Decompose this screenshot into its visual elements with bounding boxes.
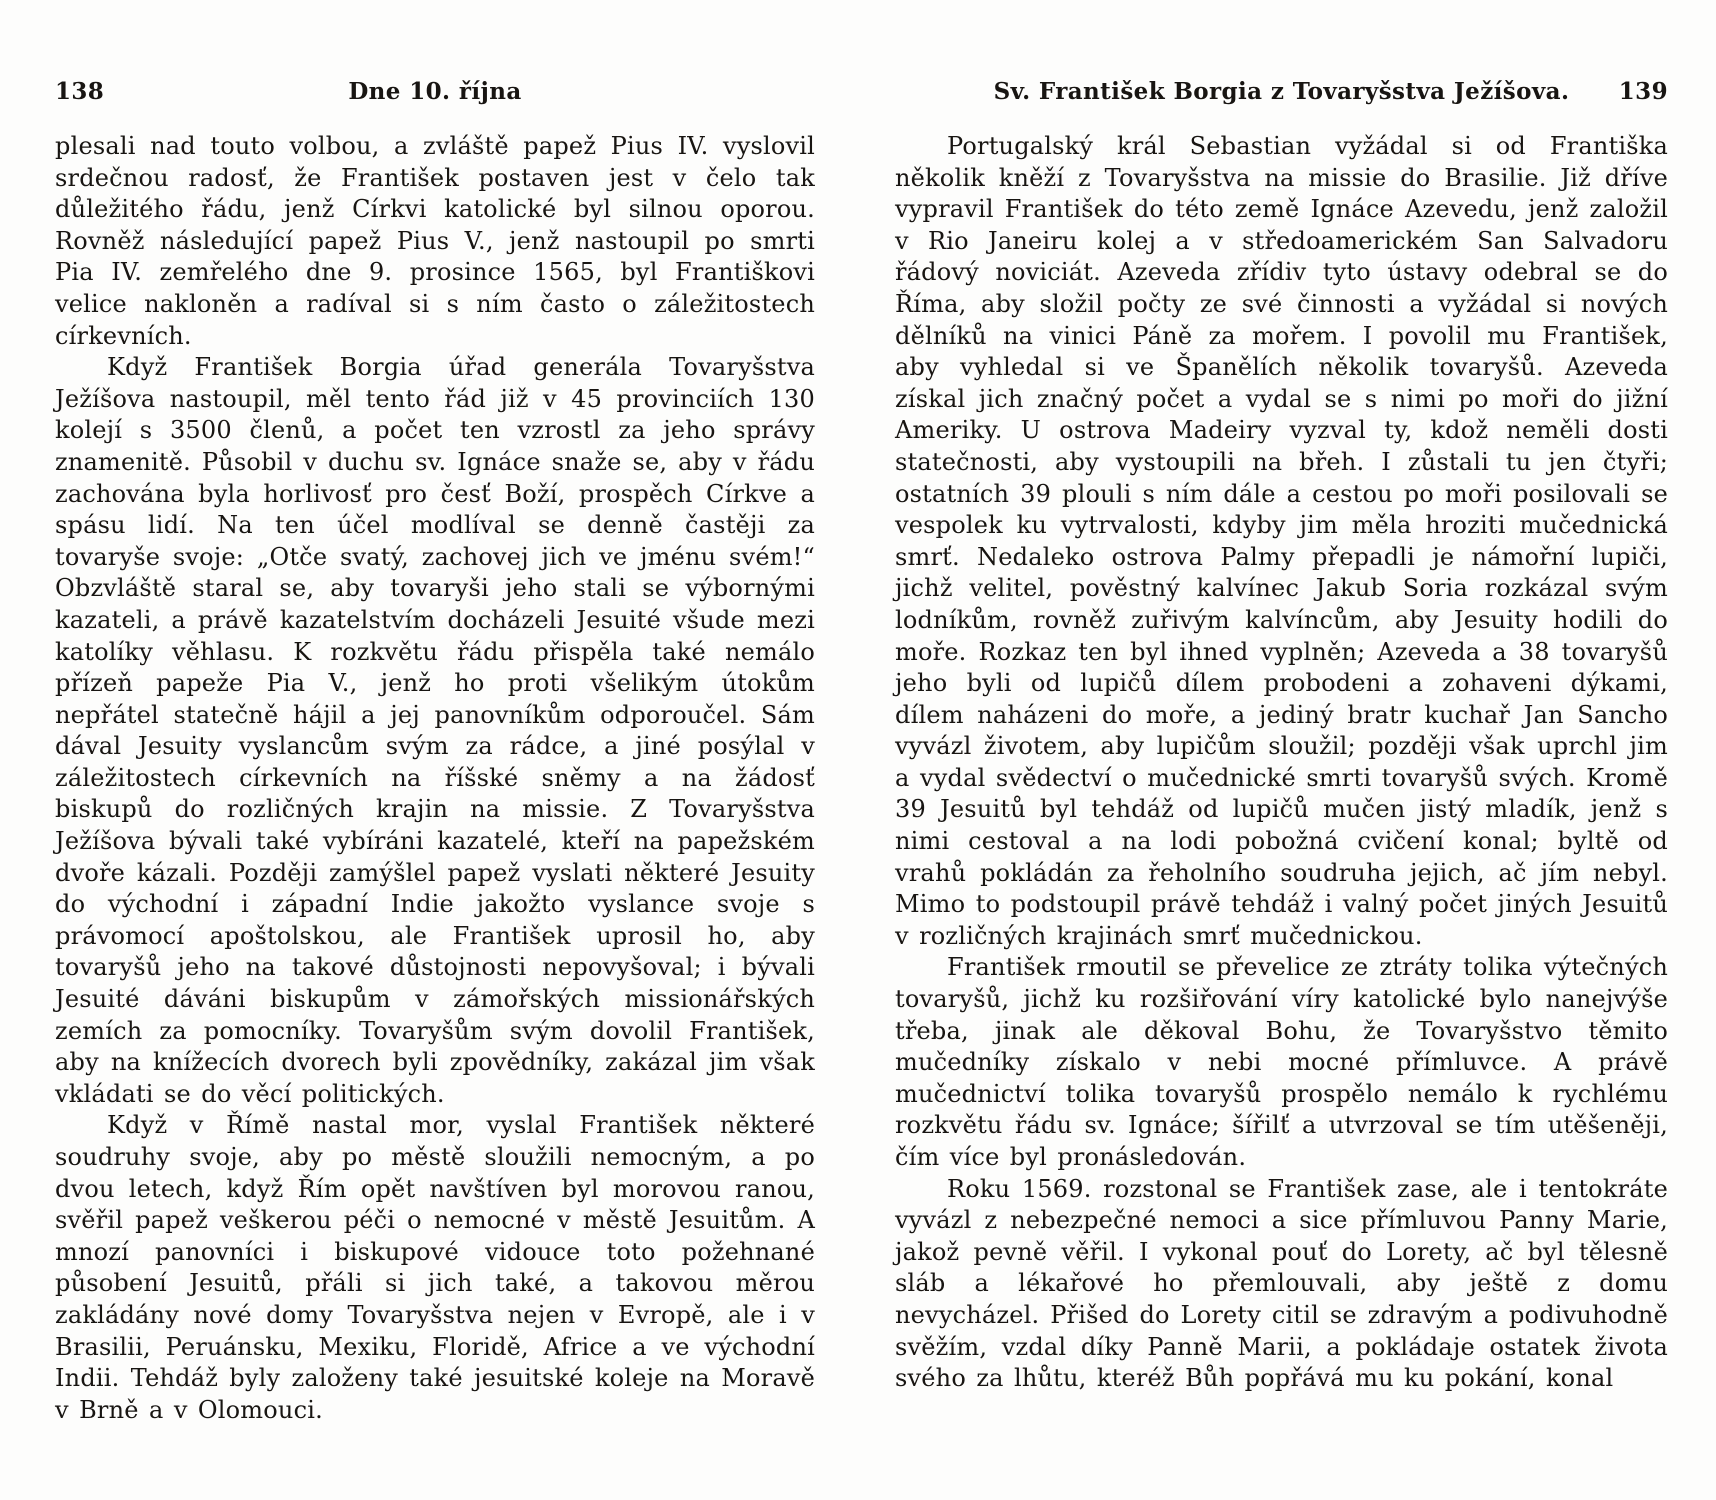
paragraph-left-3: Když v Římě nastal mor, vyslal František některé soudruhy svoje, aby po městě sloužili nemocným, a po dvou letech, když Řím opět navštíven byl morovou ranou, svěřil papež veškerou péči o nemocné v městě Jesuitům. A mnozí panovníci i biskupové vidouce toto požehnané působení Jesuitů, přáli si jich také, a takovou měrou zakládány nové domy Tovaryšstva nejen v Evropě, ale i v Brasilii, Peruánsku, Mexiku, Floridě, Africe a ve východní Indii. Tehdáž byly založeny také jesuitské koleje na Moravě v Brně a v Olomouci. [55,1111,815,1424]
page-body-right [895,131,1668,1395]
paragraph-left-1: plesali nad touto volbou, a zvláště papež Pius IV. vyslovil srdečnou radosť, že František postaven jest v čelo tak důležitého řádu, jenž Církvi katolické byl silnou oporou. Rovněž následující papež Pius V., jenž nastoupil po smrti Pia IV. zemřelého dne 9. prosince 1565, byl Františkovi velice nakloněn a radíval si s ním často o záležitostech církevních. [55,132,815,350]
page-number-left: 138 [55,78,105,105]
running-title-left: Dne 10. října [348,78,522,105]
page-header-left [55,78,815,105]
paragraph-right-1: Portugalský král Sebastian vyžádal si od Františka několik kněží z Tovaryšstva na missie do Brasilie. Již dříve vypravil František do této země Ignáce Azevedu, jenž založil v Rio Janeiru kolej a v středoamerickém San Salvadoru řádový noviciát. Azeveda zřídiv tyto ústavy odebral se do Říma, aby složil počty ze své činnosti a vyžádal si nových dělníků na vinici Páně za mořem. I povolil mu František, aby vyhledal si ve Španělích několik tovaryšů. Azeveda získal jich značný počet a vydal se s nimi po moři do jižní Ameriky. U ostrova Madeiry vyzval ty, kdož neměli dosti statečnosti, aby vystoupili na břeh. I zůstali tu jen čtyři; ostatních 39 plouli s ním dále a cestou po moři posilovali se vespolek ku vytrvalosti, kdyby jim měla hroziti mučednická smrť. Nedaleko ostrova Palmy přepadli je námořní lupiči, jichž velitel, pověstný kalvínec Jakub Soria rozkázal svým lodníkům, rovněž zuřivým kalvíncům, aby Jesuity hodili do moře. Rozkaz ten byl ihned vyplněn; Azeveda a 38 tovaryšů jeho byli od lupičů dílem probodeni a zohaveni dýkami, dílem naházeni do moře, a jediný bratr kuchař Jan Sancho vyvázl životem, aby lupičům sloužil; později však uprchl jim a vydal svědectví o mučednické smrti tovaryšů svých. Kromě 39 Jesuitů byl tehdáž od lupičů mučen jistý mladík, jenž s nimi cestoval a na lodi pobožná cvičení konal; byltě od vrahů pokládán za řeholního soudruha jejich, ač jím nebyl. Mimo to podstoupil právě tehdáž i valný počet jiných Jesuitů v rozličných krajinách smrť mučednickou. [895,132,1668,950]
paragraph-right-2: František rmoutil se převelice ze ztráty tolika výtečných tovaryšů, jichž ku rozšiřování víry katolické bylo nanejvýše třeba, jinak ale děkoval Bohu, že Tovaryšstvo těmito mučedníky získalo v nebi mocné přímluvce. A právě mučednictví tolika tovaryšů prospělo nemálo k rychlému rozkvětu řádu sv. Ignáce; šířilť a utvrzoval se tím utěšeněji, čím více byl pronásledován. [895,953,1668,1171]
page-number-right: 139 [1618,78,1668,105]
running-title-right: Sv. František Borgia z Tovaryšstva Ježíšova. [993,78,1570,105]
paragraph-right-3: Roku 1569. rozstonal se František zase, ale i tentokráte vyvázl z nebezpečné nemoci a sice přímluvou Panny Marie, jakož pevně věřil. I vykonal pouť do Lorety, ač byl tělesně sláb a lékařové ho přemlouvali, aby ještě z domu nevycházel. Přišed do Lorety citil se zdravým a podivuhodně svěžím, vzdal díky Panně Marii, a pokládaje ostatek života svého za lhůtu, kteréž Bůh popřává mu ku pokání, konal [895,1174,1668,1393]
page-header-right [895,78,1668,105]
page-left [55,78,815,1426]
page-right [895,78,1668,1426]
paragraph-left-2: Když František Borgia úřad generála Tovaryšstva Ježíšova nastoupil, měl tento řád již v 45 provinciích 130 kolejí s 3500 členů, a počet ten vzrostl za jeho správy znamenitě. Působil v duchu sv. Ignáce snaže se, aby v řádu zachována byla horlivosť pro česť Boží, prospěch Církve a spásu lidí. Na ten účel modlíval se denně častěji za tovaryše svoje: „Otče svatý, zachovej jich ve jménu svém!“ Obzvláště staral se, aby tovaryši jeho stali se výbornými kazateli, a právě kazatelstvím docházeli Jesuité všude mezi katolíky věhlasu. K rozkvětu řádu přispěla také nemálo přízeň papeže Pia V., jenž ho proti všelikým útokům nepřátel statečně hájil a jej panovníkům odporoučel. Sám dával Jesuity vyslancům svým za rádce, a jiné posýlal v záležitostech církevních na říšské sněmy a na žádosť biskupů do rozličných krajin na missie. Z Tovaryšstva Ježíšova bývali také vybíráni kazatelé, kteří na papežském dvoře kázali. Později zamýšlel papež vyslati některé Jesuity do východní i západní Indie jakožto vyslance svoje s právomocí apoštolskou, ale František uprosil ho, aby tovaryšů jeho na takové důstojnosti nepovyšoval; i bývali Jesuité dáváni biskupům v zámořských missionářských zemích za pomocníky. Tovaryšům svým dovolil František, aby na knížecích dvorech byli zpovědníky, zakázal jim však vkládati se do věcí politických. [55,353,815,1108]
page-body-left [55,131,815,1426]
